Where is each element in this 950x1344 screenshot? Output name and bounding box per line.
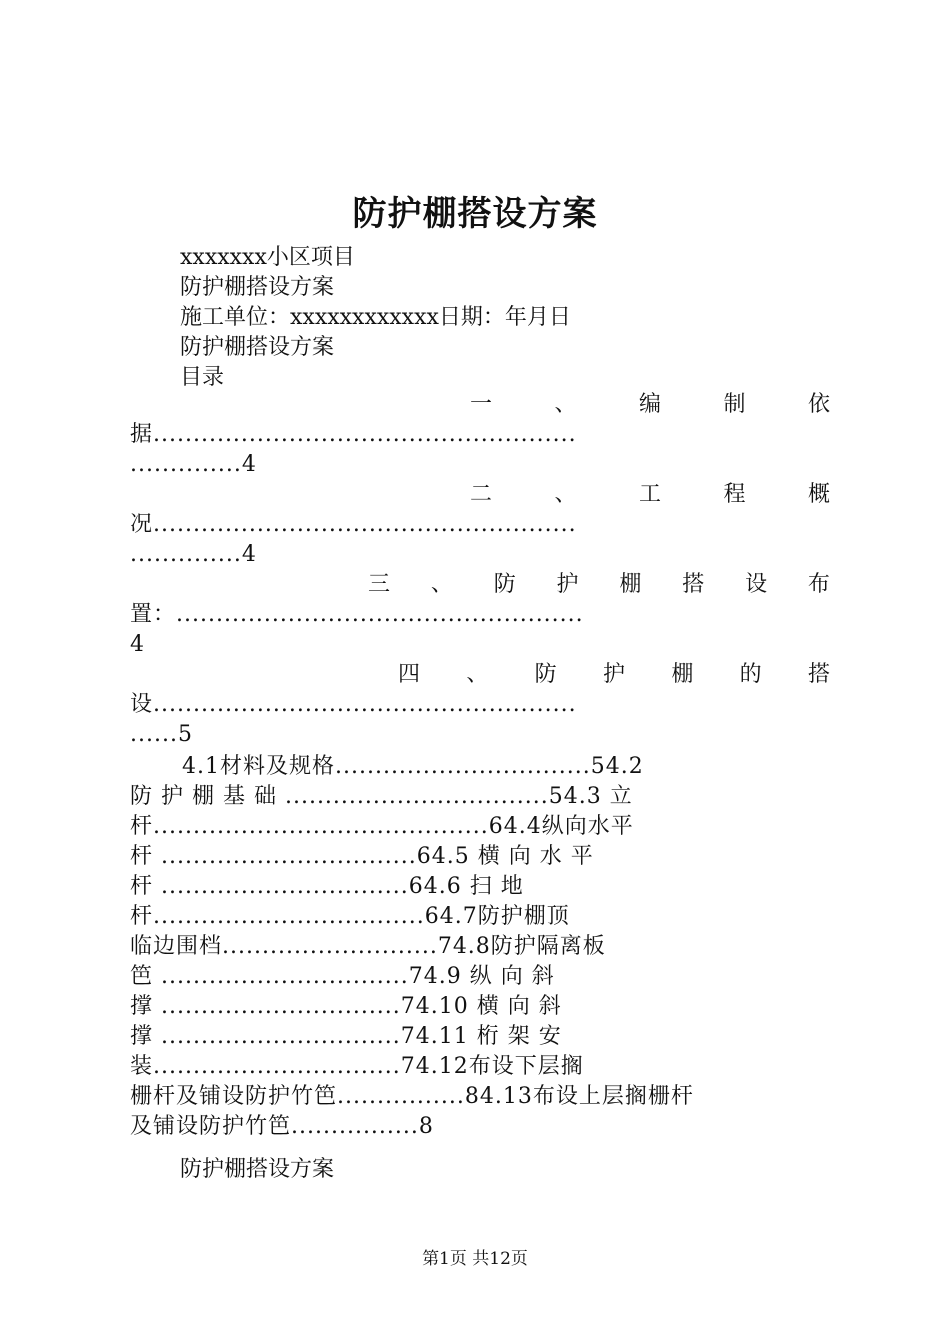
toc-sub-row-12: 栅杆及铺设防护竹笆................84.13布设上层搁栅杆 [130, 1084, 694, 1109]
toc-entry-4-line1: 四 、 防 护 棚 的 搭 [398, 662, 830, 687]
toc-sub-row-9: 撑 ..............................74.10 横 向 斜 [130, 994, 562, 1019]
toc-entry-2-line2: 况..................................................... [130, 512, 577, 537]
toc-sub-row-13: 及铺设防护竹笆................8 [130, 1114, 434, 1139]
toc-sub-row-2: 防 护 棚 基 础 .................................54.3 立 [130, 784, 633, 809]
toc-entry-1-line1: 一 、 编 制 依 [470, 392, 830, 417]
plan-name-line: 防护棚搭设方案 [180, 275, 335, 300]
toc-entry-4-line2: 设..................................................... [130, 692, 577, 717]
toc-sub-row-8: 笆 ...............................74.9 纵 向 斜 [130, 964, 555, 989]
toc-sub-row-3: 杆..........................................64.4纵向水平 [130, 814, 634, 839]
toc-sub-row-6: 杆..................................64.7防护棚顶 [130, 904, 570, 929]
toc-sub-row-5: 杆 ...............................64.6 扫 地 [130, 874, 524, 899]
toc-entry-2-line3: ..............4 [130, 542, 257, 567]
toc-sub-row-10: 撑 ..............................74.11 桁 架 安 [130, 1024, 562, 1049]
toc-sub-row-4: 杆 ................................64.5 横 向 水 平 [130, 844, 594, 869]
construction-unit-line: 施工单位：xxxxxxxxxxxx日期：年月日 [180, 305, 571, 330]
toc-entry-3-line3: 4 [130, 632, 145, 657]
toc-entry-1-line3: ..............4 [130, 452, 257, 477]
toc-entry-1-line2: 据..................................................... [130, 422, 577, 447]
toc-entry-4-line3: ......5 [130, 722, 193, 747]
toc-sub-row-11: 装...............................74.12布设下层搁 [130, 1054, 584, 1079]
toc-sub-row-1: 4.1材料及规格................................54.2 [182, 754, 644, 779]
toc-entry-2-line1: 二 、 工 程 概 [470, 482, 830, 507]
toc-heading: 目录 [180, 365, 225, 390]
project-name-line: xxxxxxx小区项目 [180, 245, 355, 270]
document-title: 防护棚搭设方案 [352, 194, 598, 234]
closing-title-line: 防护棚搭设方案 [180, 1157, 335, 1182]
plan-name-line-2: 防护棚搭设方案 [180, 335, 335, 360]
page-footer: 第1页 共12页 [422, 1249, 528, 1269]
toc-entry-3-line1: 三 、 防 护 棚 搭 设 布 [368, 572, 830, 597]
toc-sub-row-7: 临边围档...........................74.8防护隔离板 [130, 934, 606, 959]
toc-entry-3-line2: 置：................................................... [130, 602, 584, 627]
